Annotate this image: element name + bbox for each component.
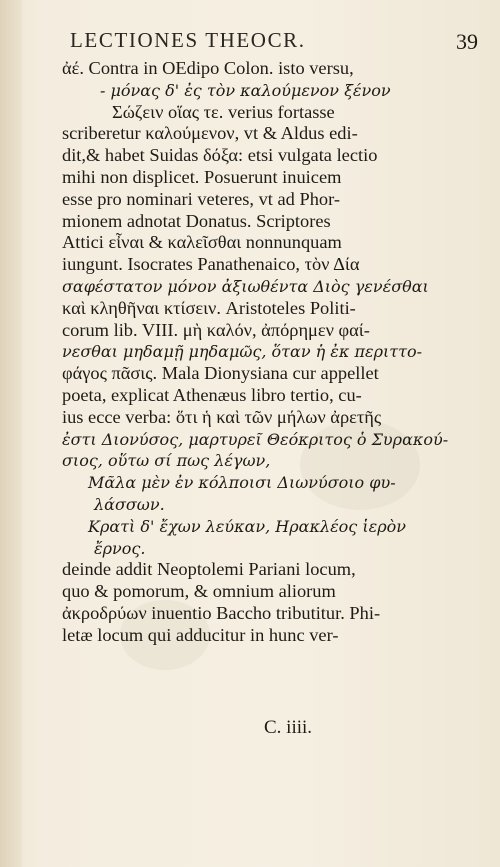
text-line: dit,& habet Suidas δόξα: etsi vulgata lectio	[62, 145, 378, 166]
text-line: νεσθαι μηδαμῇ μηδαμῶς, ὅταν ἡ ἐκ περιττο-	[62, 342, 422, 362]
text-line: Σώζειν οἵας τε. verius fortasse	[112, 101, 335, 122]
text-line: corum lib. VIII. μὴ καλόν, ἀπόρημεν φαί-	[62, 319, 370, 340]
text-line: poeta, explicat Athenæus libro tertio, cu-	[62, 384, 362, 405]
text-line: - μόνας δ' ἐς τὸν καλούμενον ξένον	[100, 80, 391, 100]
page-gutter	[0, 0, 22, 867]
verse-line: λάσσων.	[94, 494, 165, 514]
text-line: φάγος πᾶσις. Mala Dionysiana cur appellet	[62, 363, 379, 384]
verse-line: ἔρνος.	[94, 538, 146, 558]
signature-mark: C. iiii.	[264, 717, 313, 738]
text-line: σιος, οὕτω σί πως λέγων,	[62, 451, 271, 471]
text-line: καὶ κληθῆναι κτίσειν. Aristoteles Politi-	[62, 297, 356, 318]
verse-line: Μᾶλα μὲν ἐν κόλποισι Διωνύσοιο φυ-	[88, 473, 396, 493]
text-line: ius ecce verba: ὅτι ἡ καὶ τῶν μήλων ἀρετῆς	[62, 406, 382, 427]
text-line: quo & pomorum, & omnium aliorum	[62, 581, 336, 602]
page-header	[70, 28, 490, 54]
text-line: ἀκροδρύων inuentio Baccho tributitur. Phi-	[62, 602, 381, 623]
page-number: 39	[456, 29, 478, 54]
text-line: mihi non displicet. Posuerunt inuicem	[62, 166, 342, 187]
text-line: Attici εἶναι & καλεῖσθαι nonnunquam	[62, 232, 342, 253]
text-line: σαφέστατον μόνον ἀξιωθέντα Διὸς γενέσθαι	[62, 276, 429, 296]
running-head: LECTIONES THEOCR.	[70, 28, 306, 52]
body-text	[62, 58, 449, 647]
verse-line: Κρατὶ δ' ἔχων λεύκαν, Ηρακλέος ἱερὸν	[88, 516, 406, 536]
text-line: letæ locum qui adducitur in hunc ver-	[62, 624, 339, 645]
text-line: iungunt. Isocrates Panathenaico, τὸν Δία	[62, 254, 360, 275]
text-line: mionem adnotat Donatus. Scriptores	[62, 210, 331, 231]
text-line: scriberetur καλούμενον, vt & Aldus edi-	[62, 123, 358, 144]
text-line: esse pro nominari veteres, vt ad Phor-	[62, 188, 340, 209]
text-line: ἐστι Διονύσος, μαρτυρεῖ Θεόκριτος ὁ Συρακού-	[62, 429, 449, 449]
text-line: ἀέ. Contra in OEdipo Colon. isto versu,	[62, 58, 354, 78]
text-line: deinde addit Neoptolemi Pariani locum,	[62, 559, 356, 580]
